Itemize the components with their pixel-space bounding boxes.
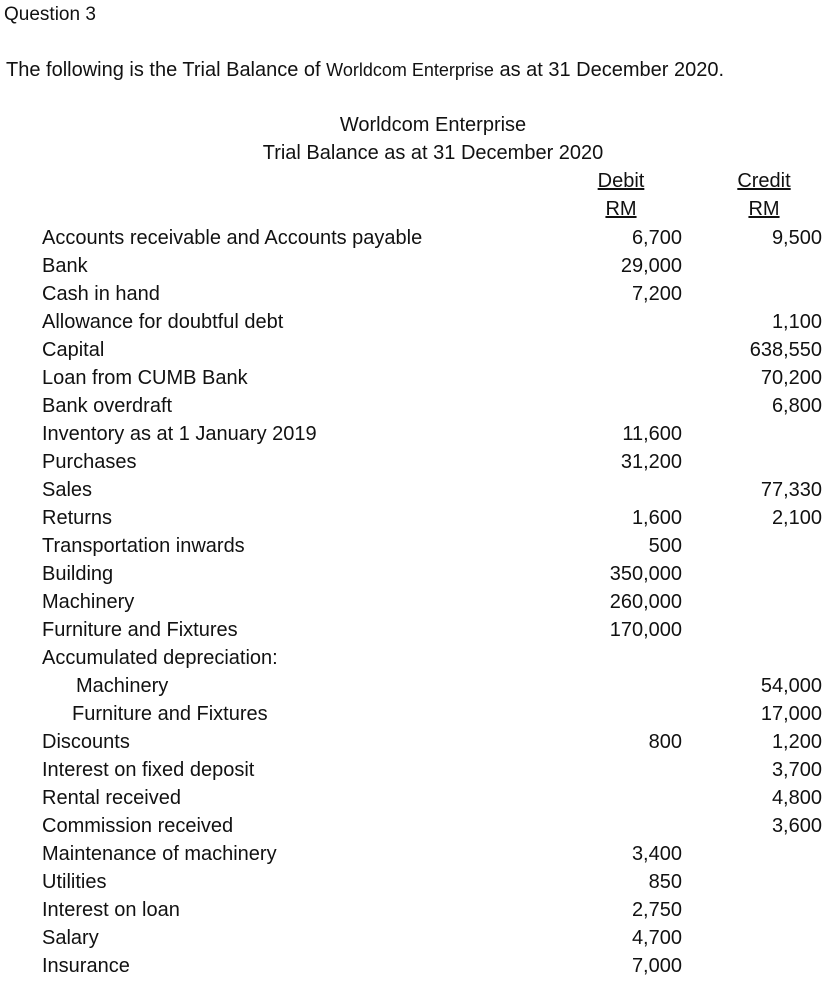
credit-amount: 17,000 [760, 703, 822, 725]
credit-amount: 70,200 [760, 367, 822, 389]
debit-amount: 2,750 [631, 899, 682, 921]
table-row [0, 756, 830, 784]
credit-amount: 6,800 [771, 395, 822, 417]
table-row [0, 952, 830, 980]
debit-amount: 1,600 [631, 507, 682, 529]
company-name: Worldcom Enterprise [339, 114, 527, 136]
row-label: Commission received [42, 815, 234, 837]
row-label: Bank [42, 255, 88, 277]
table-row [0, 224, 830, 252]
debit-unit: RM [605, 198, 637, 220]
credit-header: Credit [737, 170, 791, 192]
row-label: Capital [42, 339, 105, 361]
row-label: Interest on fixed deposit [42, 759, 255, 781]
intro-prefix: The following is the Trial Balance of [6, 59, 327, 81]
credit-amount: 3,600 [771, 815, 822, 837]
debit-amount: 11,600 [622, 423, 682, 445]
debit-amount: 350,000 [609, 563, 682, 585]
credit-amount: 1,200 [771, 731, 822, 753]
table-row [0, 812, 830, 840]
row-label: Allowance for doubtful debt [42, 311, 284, 333]
intro-company: Worldcom Enterprise [326, 60, 494, 80]
row-label: Cash in hand [42, 283, 160, 305]
credit-unit: RM [748, 198, 780, 220]
table-row [0, 364, 830, 392]
table-row [0, 700, 830, 728]
table-row [0, 560, 830, 588]
row-label: Bank overdraft [42, 395, 173, 417]
debit-amount: 500 [648, 535, 682, 557]
table-row [0, 896, 830, 924]
credit-amount: 1,100 [771, 311, 822, 333]
table-row [0, 280, 830, 308]
row-label: Interest on loan [42, 899, 180, 921]
row-label: Salary [42, 927, 99, 949]
table-row [0, 308, 830, 336]
table-row [0, 392, 830, 420]
table-row [0, 840, 830, 868]
row-label: Returns [42, 507, 113, 529]
credit-amount: 2,100 [771, 507, 822, 529]
question-heading: Question 3 [4, 4, 96, 25]
row-label: Maintenance of machinery [42, 843, 277, 865]
credit-amount: 638,550 [749, 339, 822, 361]
debit-amount: 800 [648, 731, 682, 753]
table-row [0, 588, 830, 616]
table-row [0, 532, 830, 560]
table-row [0, 616, 830, 644]
row-label: Furniture and Fixtures [42, 619, 238, 641]
debit-amount: 7,000 [631, 955, 682, 977]
table-row [0, 476, 830, 504]
row-label: Loan from CUMB Bank [42, 367, 248, 389]
credit-amount: 4,800 [771, 787, 822, 809]
row-label: Accumulated depreciation: [42, 647, 278, 669]
row-label: Building [42, 563, 114, 585]
table-row [0, 420, 830, 448]
row-label: Transportation inwards [42, 535, 245, 557]
credit-amount: 3,700 [771, 759, 822, 781]
table-row [0, 336, 830, 364]
table-row [0, 728, 830, 756]
credit-amount: 54,000 [760, 675, 822, 697]
debit-amount: 4,700 [631, 927, 682, 949]
row-label: Discounts [42, 731, 130, 753]
debit-header: Debit [597, 170, 645, 192]
debit-amount: 850 [648, 871, 682, 893]
table-row [0, 448, 830, 476]
table-row [0, 672, 830, 700]
statement-title: Trial Balance as at 31 December 2020 [262, 142, 604, 164]
table-row [0, 784, 830, 812]
row-label: Sales [42, 479, 93, 501]
row-label: Purchases [42, 451, 137, 473]
row-label: Insurance [42, 955, 130, 977]
debit-amount: 7,200 [631, 283, 682, 305]
debit-amount: 6,700 [631, 227, 682, 249]
row-label: Accounts receivable and Accounts payable [42, 227, 423, 249]
row-label: Machinery [42, 591, 135, 613]
credit-amount: 77,330 [760, 479, 822, 501]
row-label: Machinery [76, 675, 169, 697]
debit-amount: 170,000 [609, 619, 682, 641]
table-row [0, 252, 830, 280]
debit-amount: 31,200 [620, 451, 682, 473]
table-row [0, 924, 830, 952]
table-row [0, 868, 830, 896]
intro-text [6, 59, 724, 82]
row-label: Inventory as at 1 January 2019 [42, 423, 317, 445]
row-label: Rental received [42, 787, 181, 809]
debit-amount: 260,000 [609, 591, 682, 613]
row-label: Furniture and Fixtures [72, 703, 268, 725]
table-row [0, 504, 830, 532]
debit-amount: 29,000 [620, 255, 682, 277]
row-label: Utilities [42, 871, 107, 893]
debit-amount: 3,400 [631, 843, 682, 865]
table-row [0, 644, 830, 672]
credit-amount: 9,500 [771, 227, 822, 249]
intro-suffix: as at 31 December 2020. [493, 59, 725, 81]
